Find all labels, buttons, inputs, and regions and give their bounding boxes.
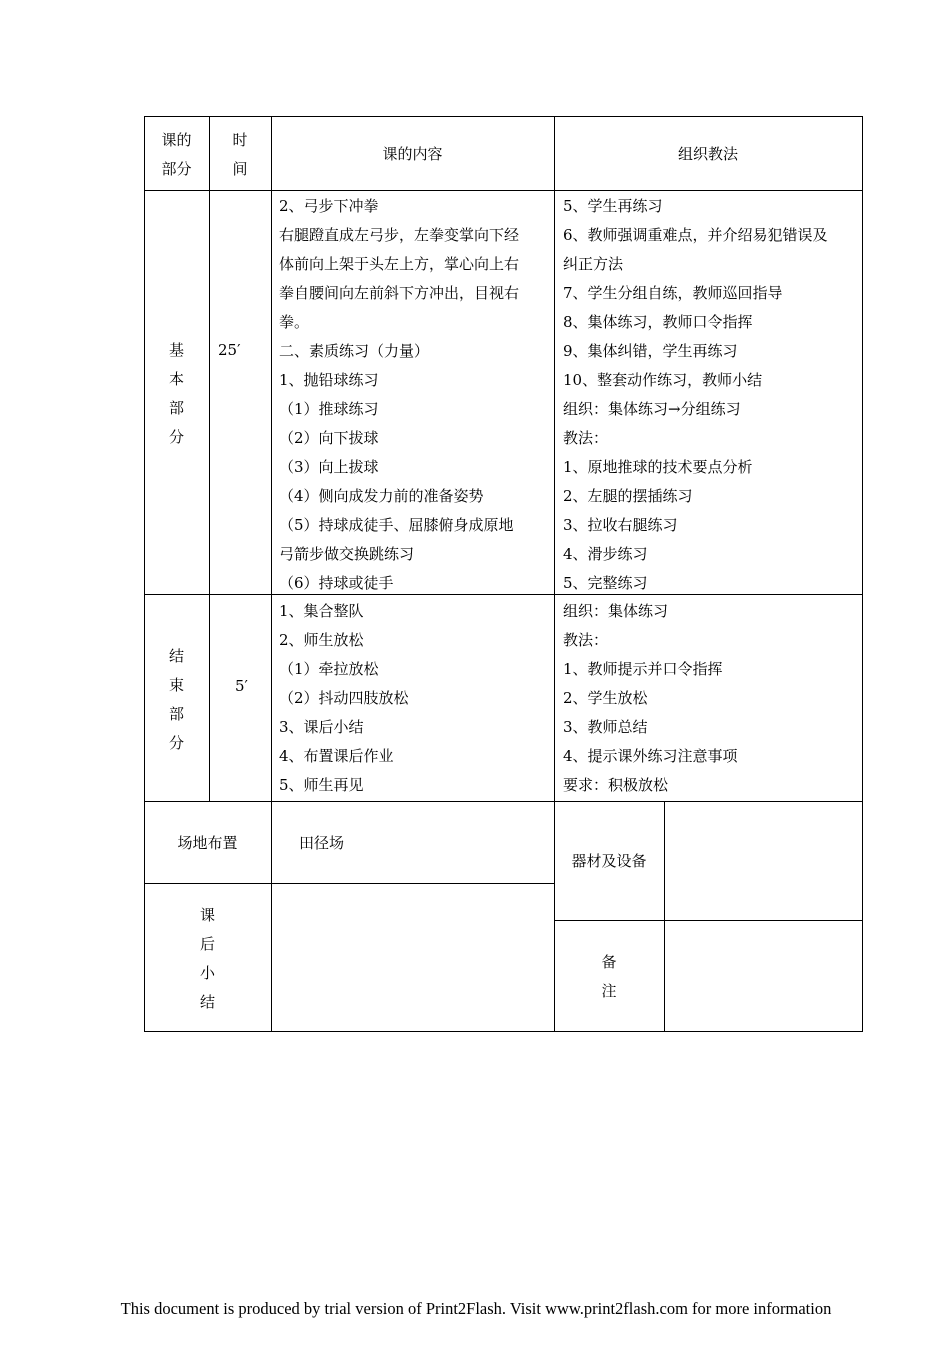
ending-part-char: 束 [168, 676, 184, 694]
trial-version-footer: This document is produced by trial version of Print2Flash. Visit www.print2flash.com for more information [120, 1299, 832, 1318]
ending-part-char: 分 [168, 734, 184, 752]
basic-method-line: 5、完整练习 [563, 574, 648, 592]
remarks-label [554, 948, 664, 1006]
ending-content-line: 2、师生放松 [279, 631, 364, 649]
ending-part-label [144, 642, 209, 758]
header-method: 组织教法 [677, 145, 738, 163]
basic-content-line: 2、弓步下冲拳 [279, 197, 379, 215]
header-content: 课的内容 [382, 145, 443, 163]
ending-method [563, 597, 738, 800]
ending-method-line: 4、提示课外练习注意事项 [563, 747, 738, 765]
equipment-label: 器材及设备 [571, 852, 647, 870]
basic-part-char: 基 [168, 341, 184, 359]
basic-content-line: 体前向上架于头左上方，掌心向上右 [279, 255, 520, 273]
summary-label [144, 901, 271, 1017]
venue-label: 场地布置 [177, 834, 238, 852]
ending-method-line: 要求：积极放松 [563, 776, 669, 794]
basic-time: 25′ [218, 341, 241, 359]
basic-method-line: 7、学生分组自练，教师巡回指导 [563, 284, 783, 302]
header-part-line2: 部分 [161, 160, 192, 178]
ending-content-line: 1、集合整队 [279, 602, 364, 620]
basic-method-line: 2、左腿的摆插练习 [563, 487, 693, 505]
header-time-cell [209, 126, 271, 184]
basic-method-line: 4、滑步练习 [563, 545, 648, 563]
basic-method-line: 3、拉收右腿练习 [563, 516, 678, 534]
basic-content-line: （2）向下拔球 [279, 429, 379, 447]
summary-label-char: 小 [199, 964, 215, 982]
basic-part-char: 本 [168, 370, 184, 388]
basic-content-line: （5）持球成徒手、屈膝俯身成原地 [279, 516, 514, 534]
basic-method-line: 8、集体练习，教师口令指挥 [563, 313, 753, 331]
ending-content-line: （2）抖动四肢放松 [279, 689, 409, 707]
basic-part-char: 部 [168, 399, 184, 417]
basic-content-line: （3）向上拔球 [279, 458, 379, 476]
basic-method-line: 教法： [563, 429, 609, 447]
basic-content-line: 右腿蹬直成左弓步，左拳变掌向下经 [279, 226, 520, 244]
header-time-line1: 时 [232, 131, 248, 149]
header-part-line1: 课的 [161, 131, 192, 149]
basic-content-line: 弓箭步做交换跳练习 [279, 545, 415, 563]
basic-method-line: 6、教师强调重难点，并介绍易犯错误及 [563, 226, 828, 244]
ending-content-line: 3、课后小结 [279, 718, 364, 736]
header-time-line2: 间 [232, 160, 248, 178]
venue-value: 田径场 [299, 834, 345, 852]
basic-content-line: 拳自腰间向左前斜下方冲出，目视右 [279, 284, 520, 302]
basic-method-line: 10、整套动作练习，教师小结 [563, 371, 763, 389]
ending-method-line: 1、教师提示并口令指挥 [563, 660, 723, 678]
remarks-label-char: 注 [601, 982, 617, 1000]
basic-content-line: 二、素质练习（力量） [279, 342, 430, 360]
basic-content-line: （1）推球练习 [279, 400, 379, 418]
ending-part-char: 部 [168, 705, 184, 723]
basic-content-line: （6）持球或徒手 [279, 574, 394, 592]
basic-method-line: 纠正方法 [563, 255, 624, 273]
ending-content-line: （1）牵拉放松 [279, 660, 379, 678]
basic-method-line: 5、学生再练习 [563, 197, 663, 215]
basic-method-line: 1、原地推球的技术要点分析 [563, 458, 753, 476]
ending-method-line: 2、学生放松 [563, 689, 648, 707]
ending-content-line: 5、师生再见 [279, 776, 364, 794]
basic-part-char: 分 [168, 428, 184, 446]
basic-method-line: 组织：集体练习→分组练习 [563, 400, 741, 418]
basic-content-line: （4）侧向成发力前的准备姿势 [279, 487, 484, 505]
ending-method-line: 3、教师总结 [563, 718, 648, 736]
header-part-cell [144, 126, 209, 184]
basic-part-label [144, 336, 209, 452]
ending-method-line: 组织：集体练习 [563, 602, 669, 620]
ending-content-line: 4、布置课后作业 [279, 747, 394, 765]
basic-content-line: 1、抛铅球练习 [279, 371, 379, 389]
summary-label-char: 后 [199, 935, 215, 953]
ending-time: 5′ [235, 677, 248, 695]
basic-content-line: 拳。 [279, 313, 310, 331]
ending-method-line: 教法： [563, 631, 609, 649]
ending-part-char: 结 [168, 647, 184, 665]
summary-label-char: 结 [199, 993, 215, 1011]
basic-method [563, 192, 828, 598]
basic-method-line: 9、集体纠错，学生再练习 [563, 342, 738, 360]
summary-label-char: 课 [199, 906, 215, 924]
ending-content [279, 597, 409, 800]
remarks-label-char: 备 [601, 953, 617, 971]
basic-content [279, 192, 519, 598]
